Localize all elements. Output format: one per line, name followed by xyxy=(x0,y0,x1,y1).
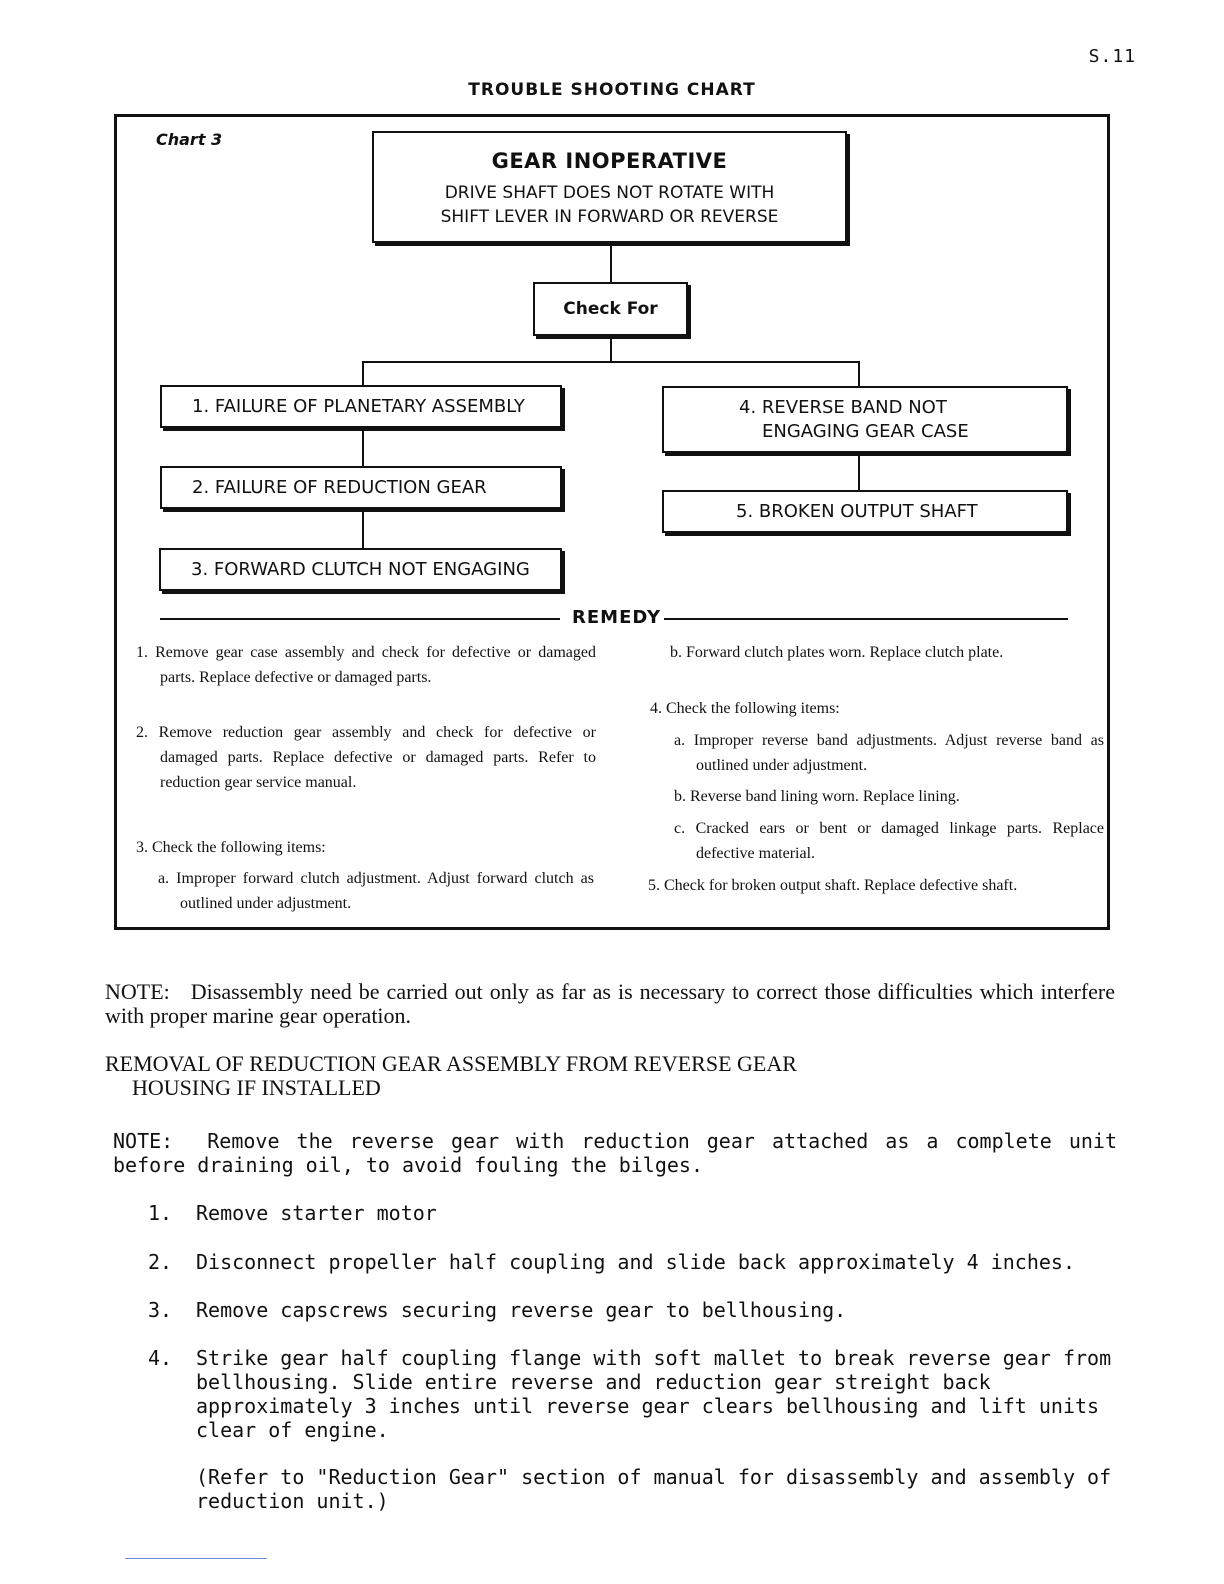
problem-desc-line1: DRIVE SHAFT DOES NOT ROTATE WITH xyxy=(444,183,775,203)
remedy-2: 2. Remove reduction gear assembly and check for defective or damaged parts. Replace defective or damaged parts. Refer to reduction gear service manual. xyxy=(136,724,596,791)
note2-label: NOTE: xyxy=(113,1129,174,1153)
chart-label: Chart 3 xyxy=(156,130,223,149)
remedy-5: 5. Check for broken output shaft. Replace defective shaft. xyxy=(648,877,1018,894)
note2-text: Remove the reverse gear with reduction gear attached as a complete unit before draining oil, to avoid fouling the bilges. xyxy=(113,1129,1117,1177)
cause-1-box: 1. FAILURE OF PLANETARY ASSEMBLY xyxy=(160,385,562,428)
cause-4-box xyxy=(662,386,1068,453)
connector-check-split xyxy=(610,336,612,362)
section-heading-line1: REMOVAL OF REDUCTION GEAR ASSEMBLY FROM REVERSE GEAR xyxy=(105,1051,797,1076)
cause-5-box: 5. BROKEN OUTPUT SHAFT xyxy=(662,490,1068,533)
step-2-text: Disconnect propeller half coupling and slide back approximately 4 inches. xyxy=(196,1250,1075,1274)
note-remove-unit xyxy=(113,1129,1117,1177)
section-heading-line2: HOUSING IF INSTALLED xyxy=(132,1075,381,1100)
remedy-rule-left xyxy=(160,618,560,620)
remedy-4b: b. Reverse band lining worn. Replace lining. xyxy=(674,788,960,805)
remedy-3a: a. Improper forward clutch adjustment. Adjust forward clutch as outlined under adjustment. xyxy=(158,870,594,912)
note-text: Disassembly need be carried out only as far as is necessary to correct those difficulties which interfere with proper marine gear operation. xyxy=(105,979,1115,1028)
remedy-3: 3. Check the following items: xyxy=(136,839,326,856)
problem-title: GEAR INOPERATIVE xyxy=(491,149,728,173)
step-2 xyxy=(148,1250,1108,1274)
connector-cause1-2 xyxy=(362,428,364,466)
step-3-number: 3. xyxy=(148,1298,173,1322)
cause-4-line2: ENGAGING GEAR CASE xyxy=(762,421,969,442)
step-3-text: Remove capscrews securing reverse gear to bellhousing. xyxy=(196,1298,847,1322)
step-4 xyxy=(148,1346,1116,1442)
reference-note: (Refer to "Reduction Gear" section of manual for disassembly and assembly of reduction unit.) xyxy=(196,1465,1112,1513)
cause-2-box: 2. FAILURE OF REDUCTION GEAR xyxy=(160,466,562,509)
connector-cause4-5 xyxy=(858,453,860,490)
step-2-number: 2. xyxy=(148,1250,173,1274)
remedy-rule-right xyxy=(664,618,1068,620)
remedy-4a: a. Improper reverse band adjustments. Adjust reverse band as outlined under adjustment. xyxy=(674,732,1104,774)
gear-inoperative-box xyxy=(372,131,847,243)
remedy-title: REMEDY xyxy=(572,607,662,628)
connector-cause2-3 xyxy=(362,509,364,548)
note-disassembly xyxy=(105,980,1115,1028)
step-4-number: 4. xyxy=(148,1346,173,1370)
step-1-text: Remove starter motor xyxy=(196,1201,437,1225)
cause-3-box: 3. FORWARD CLUTCH NOT ENGAGING xyxy=(159,548,562,591)
cause-4-line1: 4. REVERSE BAND NOT xyxy=(739,397,947,418)
connector-right-drop xyxy=(858,361,860,386)
connector-left-drop xyxy=(362,361,364,385)
connector-horizontal xyxy=(362,361,860,363)
step-4-text: Strike gear half coupling flange with soft mallet to break reverse gear from bellhousing. Slide entire reverse and reduction gear streight back approximately 3 inches until reverse gear clears bellhousing and lift units clear of engine. xyxy=(196,1346,1112,1442)
remedy-3b: b. Forward clutch plates worn. Replace clutch plate. xyxy=(670,644,1004,661)
remedy-1: 1. Remove gear case assembly and check for defective or damaged parts. Replace defective or damaged parts. xyxy=(136,644,596,686)
footer-rule xyxy=(125,1558,267,1559)
connector-top-check xyxy=(610,243,612,282)
step-3 xyxy=(148,1298,1108,1322)
page-number: S.11 xyxy=(1088,46,1136,67)
problem-desc-line2: SHIFT LEVER IN FORWARD OR REVERSE xyxy=(440,207,779,227)
step-1 xyxy=(148,1201,1108,1225)
remedy-4c: c. Cracked ears or bent or damaged linkage parts. Replace defective material. xyxy=(674,820,1104,862)
remedy-4: 4. Check the following items: xyxy=(650,700,840,717)
chart-heading: TROUBLE SHOOTING CHART xyxy=(468,80,756,100)
check-for-box: Check For xyxy=(533,282,688,336)
note-label: NOTE: xyxy=(105,979,170,1004)
step-1-number: 1. xyxy=(148,1201,173,1225)
section-heading xyxy=(105,1052,797,1100)
